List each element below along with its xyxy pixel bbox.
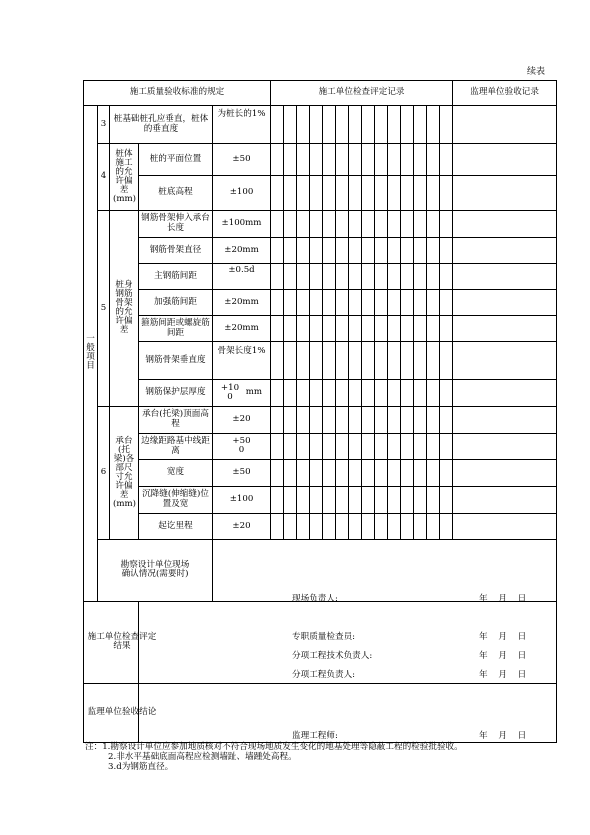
note-1: 注：1.勘察设计单位应参加地质核对不符合现场地质发生变化的地基处理等隐蔽工程的检验批验收。 xyxy=(85,742,463,752)
note-3: 3.d为钢筋直径。 xyxy=(108,761,174,772)
header-standard: 施工质量验收标准的规定 xyxy=(84,81,271,106)
survey-signer-label: 现场负责人: xyxy=(292,594,338,604)
project-lead-date: 年 月 日 xyxy=(479,670,527,680)
value-lower: 0 xyxy=(238,445,245,456)
supervision-engineer-label: 监理工程师: xyxy=(292,731,338,741)
item-name: 钢筋骨架伸入承台长度 xyxy=(139,211,213,238)
item-value: ±100mm xyxy=(213,211,271,238)
item-name: 加强筋间距 xyxy=(139,290,213,316)
value-unit: mm xyxy=(245,387,263,398)
item-value: ±20mm xyxy=(213,316,271,342)
item-name: 桩的平面位置 xyxy=(139,144,213,176)
item-value: 骨架长度1% xyxy=(213,342,271,380)
item-name: 钢筋骨架直径 xyxy=(139,238,213,264)
item-group-label: 桩体施工的允许偏差(mm) xyxy=(110,144,139,211)
quality-inspector-label: 专职质量检查员: xyxy=(292,632,356,642)
item-value: ±20mm xyxy=(213,238,271,264)
item-name: 承台(托梁)顶面高程 xyxy=(139,407,213,434)
construction-section-label: 施工单位检查评定结果 xyxy=(84,602,139,684)
item-name: 钢筋保护层厚度 xyxy=(139,380,213,407)
value-upper: +10 xyxy=(220,382,240,393)
item-value: ±50 xyxy=(213,144,271,176)
item-value: ±20mm xyxy=(213,290,271,316)
item-group-label: 桩身钢筋骨架的允许偏差 xyxy=(110,211,139,407)
item-name: 桩基础桩孔应垂直，桩体的垂直度 xyxy=(110,106,213,144)
item-name: 桩底高程 xyxy=(139,176,213,211)
header-supervision-record: 监理单位验收记录 xyxy=(453,81,557,106)
item-name: 钢筋骨架垂直度 xyxy=(139,342,213,380)
technical-lead-date: 年 月 日 xyxy=(479,651,527,661)
item-value: ±20 xyxy=(213,514,271,540)
item-value: ±20 xyxy=(213,407,271,434)
general-item-label: 一般项目 xyxy=(84,106,98,602)
value-upper: +50 xyxy=(232,436,251,447)
item-name: 沉降缝(伸缩缝)位置及宽 xyxy=(139,487,213,514)
item-number: 3 xyxy=(98,106,110,144)
supervision-section-label: 监理单位验收结论 xyxy=(84,684,139,743)
item-name: 边缘距路基中线距离 xyxy=(139,434,213,460)
note-2: 2.非水平基础底面高程应检测墙趾、墙踵处高程。 xyxy=(108,751,297,762)
survey-section-label: 勘察设计单位现场确认情况(需要时) xyxy=(98,540,213,602)
item-name: 起讫里程 xyxy=(139,514,213,540)
item-value: ±100 xyxy=(213,176,271,211)
quality-inspector-date: 年 月 日 xyxy=(479,632,527,642)
notes xyxy=(85,743,463,773)
technical-lead-label: 分项工程技术负责人: xyxy=(292,651,373,661)
item-value xyxy=(213,434,271,460)
header-construction-record: 施工单位检查评定记录 xyxy=(271,81,453,106)
item-name: 主钢筋间距 xyxy=(139,264,213,290)
continued-label: 续表 xyxy=(527,67,546,77)
item-name: 箍筋间距或螺旋筋间距 xyxy=(139,316,213,342)
value-lower: 0 xyxy=(227,392,233,402)
item-value xyxy=(213,380,271,407)
item-group-label: 承台(托梁)各部尺寸允许偏差(mm) xyxy=(110,407,139,540)
item-name: 宽度 xyxy=(139,460,213,487)
item-value: ±50 xyxy=(213,460,271,487)
item-value: ±0.5d xyxy=(213,264,271,290)
item-value: 为桩长的1% xyxy=(213,106,271,144)
item-number: 5 xyxy=(98,211,110,407)
item-number: 6 xyxy=(98,407,110,540)
item-number: 4 xyxy=(98,144,110,211)
item-value: ±100 xyxy=(213,487,271,514)
supervision-date: 年 月 日 xyxy=(479,731,527,741)
project-lead-label: 分项工程负责人: xyxy=(292,670,356,680)
inspection-table xyxy=(83,80,557,743)
survey-date: 年 月 日 xyxy=(479,594,527,604)
